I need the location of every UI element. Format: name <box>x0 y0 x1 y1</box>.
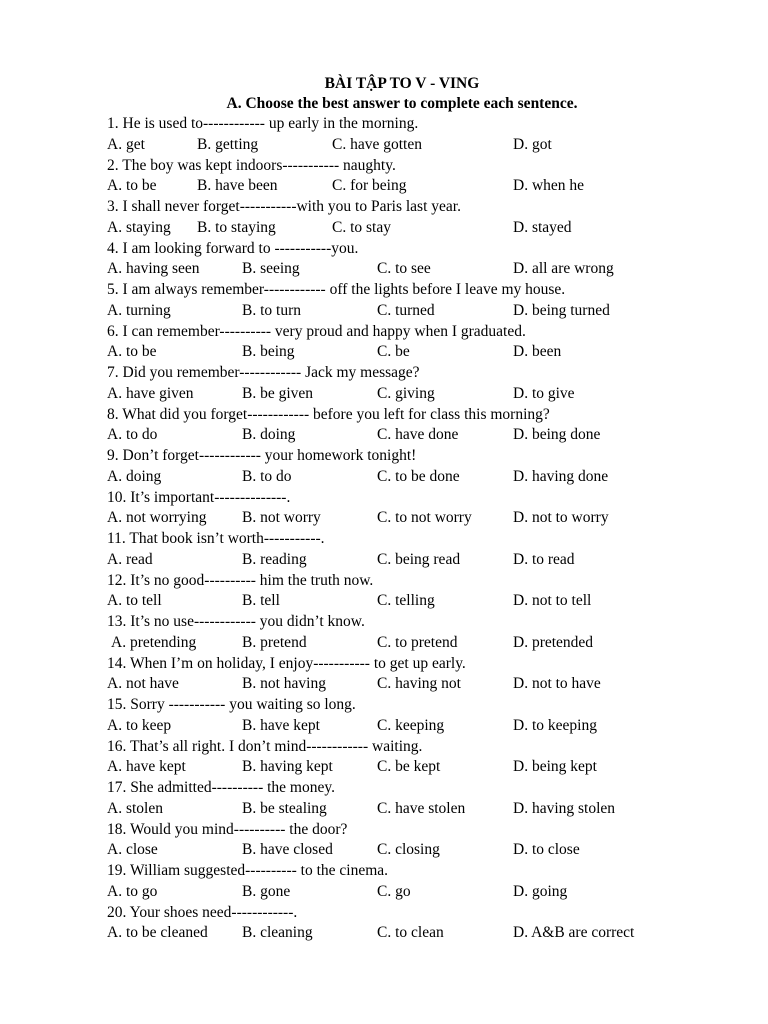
question-text: 16. That’s all right. I don’t mind------------ waiting. <box>107 737 423 755</box>
answer-option-d: D. having stolen <box>513 799 616 817</box>
answer-option-b: B. reading <box>242 550 307 568</box>
answer-option-d: D. going <box>513 882 568 900</box>
answer-option-a: A. not worrying <box>107 509 207 527</box>
answer-option-d: D. when he <box>513 177 585 195</box>
answer-option-a: A. read <box>107 550 153 568</box>
answer-option-d: D. all are wrong <box>513 260 614 278</box>
answer-option-a: A. to tell <box>107 592 162 610</box>
question-text: 6. I can remember---------- very proud and happy when I graduated. <box>107 322 526 340</box>
question-list <box>107 114 707 944</box>
answer-option-d: D. being kept <box>513 758 597 776</box>
answer-option-c: C. be <box>377 343 410 361</box>
answer-option-c: C. for being <box>332 177 407 195</box>
worksheet <box>107 73 707 944</box>
question-text: 1. He is used to------------ up early in the morning. <box>107 115 419 132</box>
question-text: 14. When I’m on holiday, I enjoy----------- to get up early. <box>107 654 466 672</box>
answer-option-c: C. having not <box>377 675 461 693</box>
answer-option-c: C. to clean <box>377 924 444 942</box>
question-text: 12. It’s no good---------- him the truth now. <box>107 571 374 589</box>
answer-options <box>107 467 707 488</box>
answer-option-a: A. pretending <box>111 633 197 651</box>
answer-option-d: D. not to have <box>513 675 601 693</box>
answer-option-a: A. to go <box>107 882 158 900</box>
answer-options <box>107 757 707 778</box>
answer-option-c: C. be kept <box>377 758 441 776</box>
answer-option-c: C. go <box>377 882 411 900</box>
answer-option-d: D. not to worry <box>513 509 609 527</box>
question-text: 19. William suggested---------- to the cinema. <box>107 862 389 879</box>
answer-options <box>107 882 707 903</box>
answer-option-d: D. pretended <box>513 633 594 651</box>
answer-options <box>107 799 707 820</box>
answer-option-a: A. having seen <box>107 260 200 278</box>
answer-option-a: A. staying <box>107 218 171 236</box>
answer-options <box>107 135 707 156</box>
answer-option-b: B. having kept <box>242 758 333 776</box>
answer-option-d: D. A&B are correct <box>513 924 635 942</box>
answer-option-a: A. get <box>107 135 145 153</box>
answer-options <box>107 384 707 405</box>
answer-options <box>107 591 707 612</box>
answer-option-c: C. being read <box>377 550 461 568</box>
answer-option-d: D. to give <box>513 384 575 402</box>
answer-option-c: C. turned <box>377 301 435 319</box>
answer-option-b: B. to do <box>242 467 292 485</box>
answer-option-b: B. be stealing <box>242 799 327 817</box>
answer-option-d: D. not to tell <box>513 592 592 610</box>
answer-option-c: C. to be done <box>377 467 460 485</box>
answer-option-c: C. have done <box>377 426 459 444</box>
answer-option-b: B. to turn <box>242 301 301 319</box>
answer-option-d: D. being turned <box>513 301 610 319</box>
answer-option-a: A. to be <box>107 177 157 195</box>
question-text: 20. Your shoes need------------. <box>107 903 298 921</box>
answer-options <box>107 259 707 280</box>
question-text: 8. What did you forget------------ before you left for class this morning? <box>107 405 550 423</box>
question-text: 10. It’s important--------------. <box>107 488 291 506</box>
answer-option-b: B. tell <box>242 592 280 610</box>
answer-option-d: D. to keeping <box>513 716 597 734</box>
answer-option-c: C. telling <box>377 592 435 610</box>
answer-option-d: D. been <box>513 343 562 361</box>
answer-option-b: B. not having <box>242 675 326 693</box>
answer-option-d: D. to read <box>513 550 575 568</box>
answer-option-b: B. pretend <box>242 633 307 651</box>
question-text: 13. It’s no use------------ you didn’t know. <box>107 613 365 630</box>
answer-options <box>107 342 707 363</box>
answer-option-c: C. giving <box>377 384 435 402</box>
answer-options <box>107 301 707 322</box>
question-text: 15. Sorry ----------- you waiting so long. <box>107 696 356 713</box>
answer-option-b: B. getting <box>197 135 259 153</box>
answer-option-c: C. to pretend <box>377 633 458 651</box>
answer-option-c: C. to see <box>377 260 431 278</box>
answer-option-b: B. to staying <box>197 218 276 236</box>
answer-option-a: A. turning <box>107 301 171 319</box>
answer-option-a: A. have given <box>107 384 194 402</box>
answer-option-c: C. to stay <box>332 218 391 236</box>
answer-option-c: C. have stolen <box>377 799 466 817</box>
question-text: 2. The boy was kept indoors----------- naughty. <box>107 156 396 174</box>
answer-option-a: A. to be cleaned <box>107 924 208 942</box>
answer-option-a: A. to do <box>107 426 158 444</box>
answer-options <box>107 923 707 944</box>
answer-options <box>107 176 707 197</box>
worksheet-title: BÀI TẬP TO V - VING <box>324 75 480 92</box>
answer-option-b: B. doing <box>242 426 296 444</box>
question-text: 7. Did you remember------------ Jack my message? <box>107 364 420 381</box>
answer-option-b: B. gone <box>242 882 291 900</box>
answer-option-a: A. have kept <box>107 758 186 776</box>
question-text: 4. I am looking forward to -----------you. <box>107 239 359 257</box>
answer-options <box>107 508 707 529</box>
answer-options <box>107 674 707 695</box>
answer-options <box>107 218 707 239</box>
answer-option-a: A. not have <box>107 675 179 693</box>
answer-option-c: C. to not worry <box>377 509 472 527</box>
question-text: 18. Would you mind---------- the door? <box>107 820 348 838</box>
answer-option-a: A. to keep <box>107 716 172 734</box>
answer-options <box>107 550 707 571</box>
question-text: 5. I am always remember------------ off the lights before I leave my house. <box>107 281 566 298</box>
answer-options <box>107 425 707 446</box>
answer-option-b: B. not worry <box>242 509 321 527</box>
answer-option-b: B. have closed <box>242 841 333 859</box>
question-text: 17. She admitted---------- the money. <box>107 779 335 796</box>
answer-option-b: B. cleaning <box>242 924 313 942</box>
question-text: 3. I shall never forget-----------with you to Paris last year. <box>107 198 461 215</box>
answer-option-b: B. seeing <box>242 260 300 278</box>
answer-option-a: A. stolen <box>107 799 163 817</box>
answer-option-d: D. got <box>513 135 552 153</box>
answer-options <box>107 716 707 737</box>
answer-option-d: D. to close <box>513 841 580 859</box>
answer-option-b: B. have been <box>197 177 278 195</box>
answer-option-b: B. be given <box>242 384 314 402</box>
answer-option-d: D. having done <box>513 467 609 485</box>
answer-option-b: B. being <box>242 343 295 361</box>
answer-option-a: A. doing <box>107 467 162 485</box>
answer-option-c: C. have gotten <box>332 135 422 153</box>
answer-option-a: A. close <box>107 841 158 859</box>
answer-option-d: D. stayed <box>513 218 572 236</box>
answer-option-c: C. closing <box>377 841 440 859</box>
question-text: 9. Don’t forget------------ your homework tonight! <box>107 447 417 464</box>
answer-option-b: B. have kept <box>242 716 320 734</box>
answer-option-d: D. being done <box>513 426 601 444</box>
answer-option-c: C. keeping <box>377 716 445 734</box>
question-text: 11. That book isn’t worth-----------. <box>107 530 325 547</box>
answer-option-a: A. to be <box>107 343 157 361</box>
answer-options <box>107 633 707 654</box>
answer-options <box>107 840 707 861</box>
section-instruction: A. Choose the best answer to complete each sentence. <box>226 95 578 112</box>
